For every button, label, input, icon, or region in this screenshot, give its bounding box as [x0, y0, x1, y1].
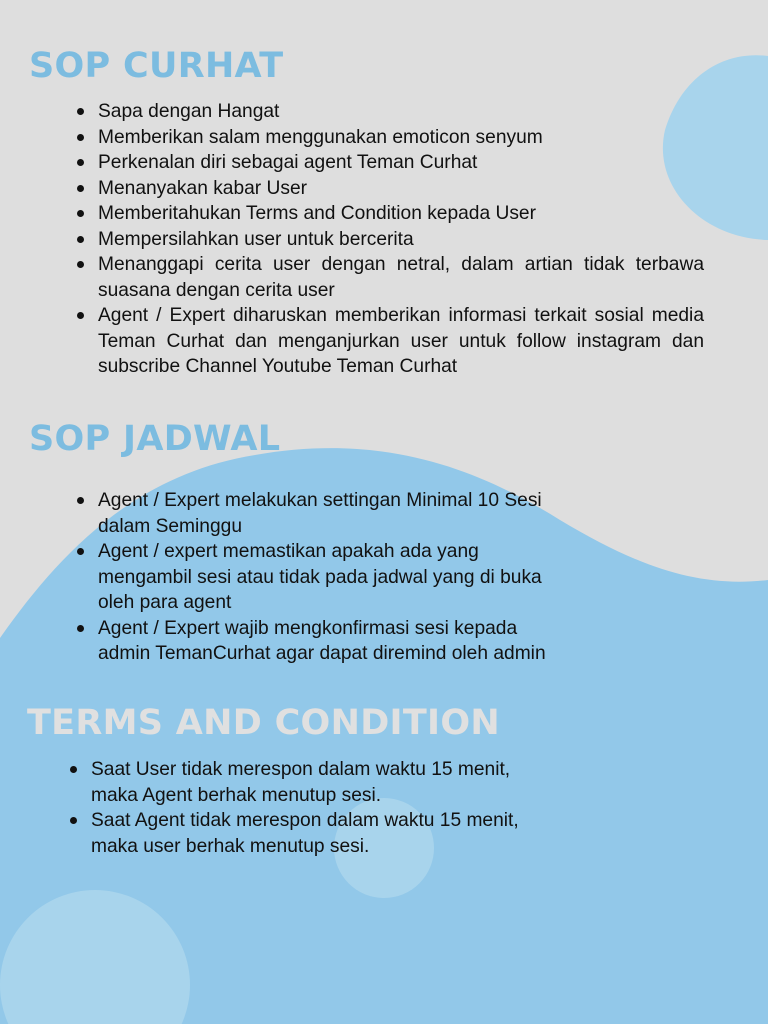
- list-item: Saat Agent tidak merespon dalam waktu 15 menit, maka user berhak menutup sesi.: [63, 808, 548, 859]
- list-item: Saat User tidak merespon dalam waktu 15 menit, maka Agent berhak menutup sesi.: [63, 757, 548, 808]
- sop-jadwal-title: SOP JADWAL: [29, 419, 281, 459]
- list-item: Agent / Expert wajib mengkonfirmasi sesi kepada admin TemanCurhat agar dapat diremind oleh admin: [70, 616, 570, 667]
- sop-jadwal-list: [70, 488, 570, 667]
- terms-list: [63, 757, 548, 859]
- list-item: Mempersilahkan user untuk bercerita: [70, 227, 704, 253]
- sop-curhat-list: [70, 99, 704, 380]
- list-item: Menanyakan kabar User: [70, 176, 704, 202]
- list-item: Agent / Expert diharuskan memberikan informasi terkait sosial media Teman Curhat dan menganjurkan user untuk follow instagram dan subscribe Channel Youtube Teman Curhat: [70, 303, 704, 380]
- terms-title: TERMS AND CONDITION: [27, 703, 501, 743]
- list-item: Perkenalan diri sebagai agent Teman Curhat: [70, 150, 704, 176]
- list-item: Agent / expert memastikan apakah ada yang mengambil sesi atau tidak pada jadwal yang di buka oleh para agent: [70, 539, 570, 616]
- list-item: Agent / Expert melakukan settingan Minimal 10 Sesi dalam Seminggu: [70, 488, 570, 539]
- list-item: Sapa dengan Hangat: [70, 99, 704, 125]
- sop-curhat-title: SOP CURHAT: [29, 46, 284, 86]
- list-item: Memberitahukan Terms and Condition kepada User: [70, 201, 704, 227]
- list-item: Memberikan salam menggunakan emoticon senyum: [70, 125, 704, 151]
- list-item: Menanggapi cerita user dengan netral, dalam artian tidak terbawa suasana dengan cerita user: [70, 252, 704, 303]
